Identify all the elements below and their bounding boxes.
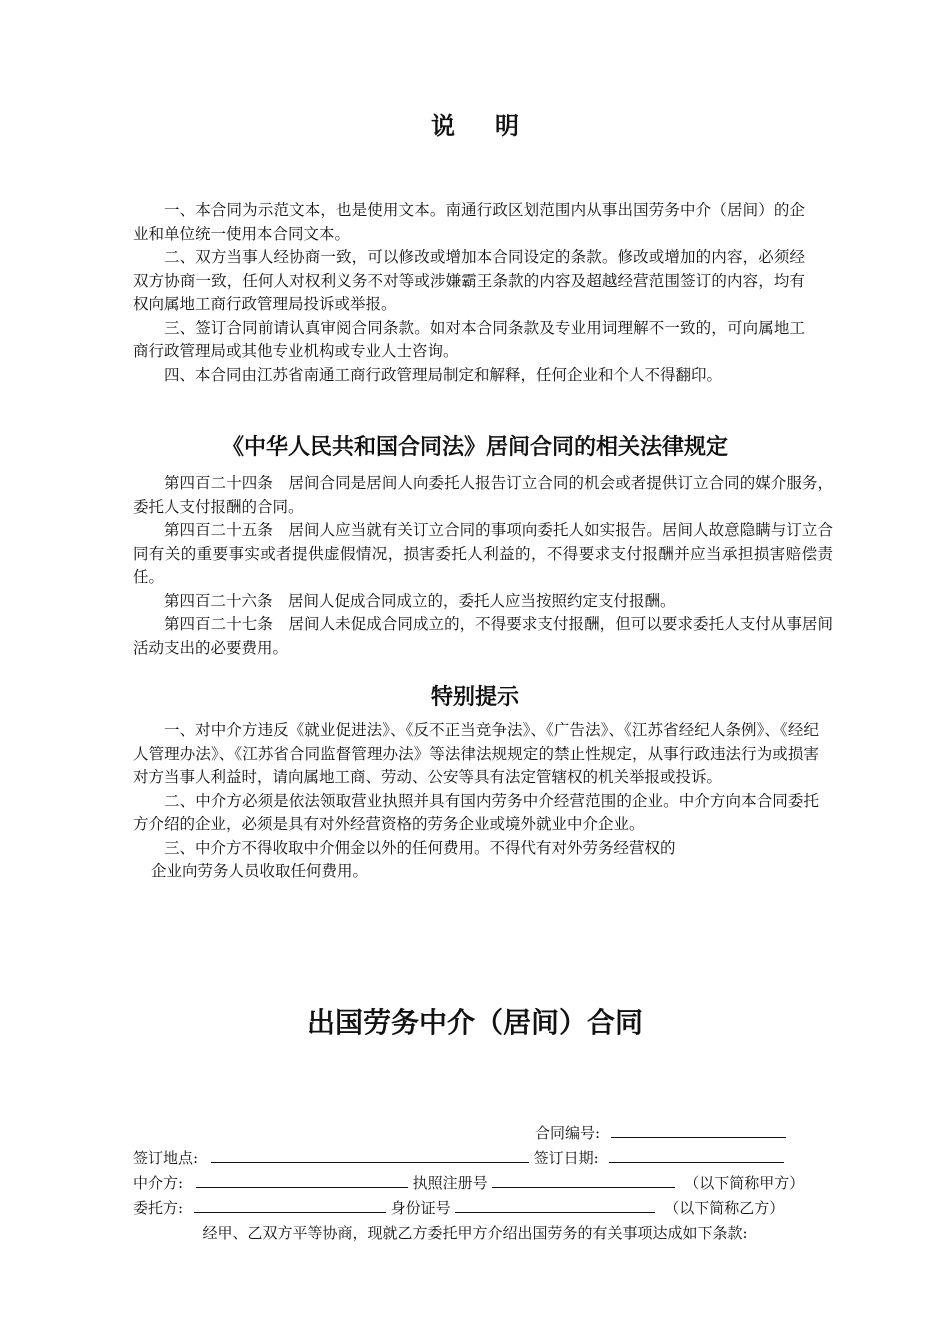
place-date-row — [133, 1145, 784, 1171]
explanation-paragraph-1: 一、本合同为示范文本，也是使用文本。南通行政区划范围内从事出国劳务中介（居间）的企业和单位统一使用本合同文本。 — [133, 201, 805, 243]
id-number-label: 身份证号 — [390, 1199, 451, 1217]
signing-date-label: 签订日期: — [533, 1149, 599, 1167]
signing-place-label: 签订地点: — [133, 1149, 199, 1167]
agent-row — [133, 1170, 804, 1196]
agent-name-field[interactable] — [196, 1170, 408, 1188]
explanation-paragraph-3: 三、签订合同前请认真审阅合同条款。如对本合同条款及专业用词理解不一致的，可向属地工商行政管理局或其他专业机构或专业人士咨询。 — [133, 318, 805, 360]
client-name-field[interactable] — [194, 1195, 386, 1213]
signing-date-field[interactable] — [609, 1145, 784, 1163]
agreement-preamble: 经甲、乙双方平等协商，现就乙方委托甲方介绍出国劳务的有关事项达成如下条款: — [202, 1224, 748, 1242]
contract-number-label: 合同编号: — [535, 1124, 601, 1142]
law-article-426: 第四百二十六条 居间人促成合同成立的，委托人应当按照约定支付报酬。 — [164, 591, 676, 610]
agent-party-note: （以下简称甲方） — [684, 1174, 805, 1192]
tip-heading: 特别提示 — [430, 685, 519, 710]
explanation-paragraph-4: 四、本合同由江苏省南通工商行政管理局制定和解释，任何企业和个人不得翻印。 — [164, 365, 723, 384]
client-label: 委托方: — [133, 1199, 184, 1217]
client-row — [133, 1195, 784, 1221]
explanation-section — [133, 199, 805, 387]
tip-paragraph-3: 三、中介方不得收取中介佣金以外的任何费用。不得代有对外劳务经营权的 — [164, 838, 676, 857]
law-article-425: 第四百二十五条 居间人应当就有关订立合同的事项向委托人如实报告。居间人故意隐瞒与订立合同有关的重要事实或者提供虚假情况，损害委托人利益的，不得要求支付报酬并应当承担损害赔偿责任。 — [133, 521, 833, 586]
agent-label: 中介方: — [133, 1174, 184, 1192]
law-article-424: 第四百二十四条 居间合同是居间人向委托人报告订立合同的机会或者提供订立合同的媒介服务，委托人支付报酬的合同。 — [133, 474, 833, 516]
law-heading: 《中华人民共和国合同法》居间合同的相关法律规定 — [221, 435, 728, 460]
license-number-label: 执照注册号 — [412, 1174, 488, 1192]
client-party-note: （以下简称乙方） — [664, 1199, 785, 1217]
license-number-field[interactable] — [492, 1170, 675, 1188]
id-number-field[interactable] — [455, 1195, 655, 1213]
law-section — [133, 472, 833, 660]
contract-title: 出国劳务中介（居间）合同 — [306, 1006, 643, 1039]
law-article-427: 第四百二十七条 居间人未促成合同成立的，不得要求支付报酬，但可以要求委托人支付从事居间活动支出的必要费用。 — [133, 615, 833, 657]
contract-number-row — [535, 1120, 786, 1146]
explanation-paragraph-2: 二、双方当事人经协商一致，可以修改或增加本合同设定的条款。修改或增加的内容，必须经双方协商一致，任何人对权利义务不对等或涉嫌霸王条款的内容及超越经营范围签订的内容，均有权向属地工商行政管理局投诉或举报。 — [133, 248, 805, 313]
tip-paragraph-1: 一、对中介方违反《就业促进法》、《反不正当竞争法》、《广告法》、《江苏省经纪人条例》、《经纪人管理办法》、《江苏省合同监督管理办法》等法律法规规定的禁止性规定，从事行政违法行为或损害对方当事人利益时，请向属地工商、劳动、公安等具有法定管辖权的机关举报或投诉。 — [133, 721, 819, 786]
signing-place-field[interactable] — [211, 1145, 529, 1163]
contract-number-field[interactable] — [611, 1120, 786, 1138]
tip-paragraph-3-continued: 企业向劳务人员收取任何费用。 — [151, 862, 369, 880]
tip-paragraph-2: 二、中介方必须是依法领取营业执照并具有国内劳务中介经营范围的企业。中介方向本合同委托方介绍的企业，必须是具有对外经营资格的劳务企业或境外就业中介企业。 — [133, 791, 819, 833]
explanation-heading: 说明 — [431, 112, 559, 140]
tip-section — [133, 719, 819, 884]
